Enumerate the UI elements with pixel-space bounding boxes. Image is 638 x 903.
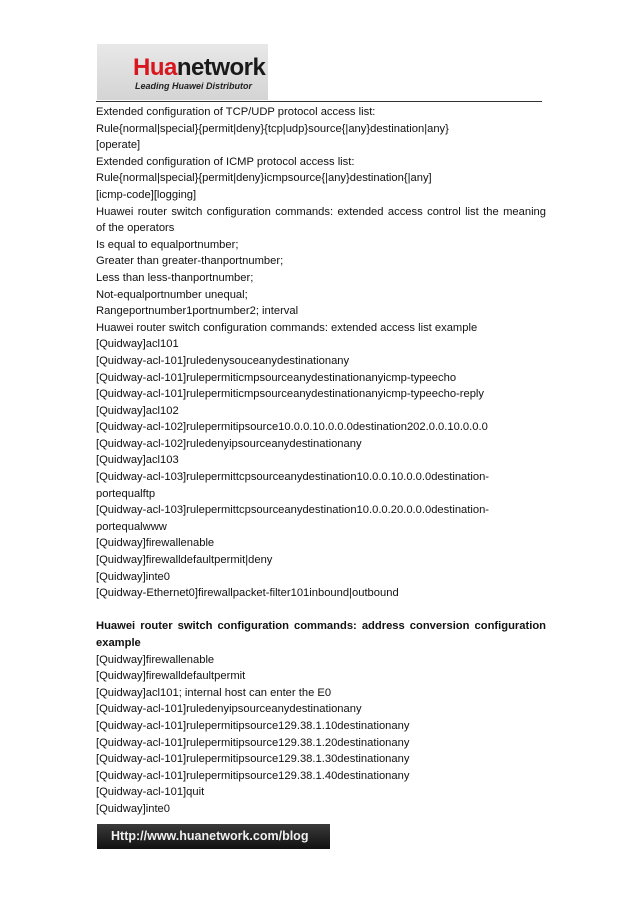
text-line: Rule{normal|special}{permit|deny}icmpsource{|any}destination{|any]: [96, 172, 432, 185]
logo: [97, 44, 268, 100]
text-line: Extended configuration of ICMP protocol access list:: [96, 155, 355, 168]
logo-tagline: Leading Huawei Distributor: [135, 81, 253, 91]
text-line: Is equal to equalportnumber;: [96, 238, 239, 251]
text-line: Not-equalportnumber unequal;: [96, 288, 248, 301]
logo-wordmark: [133, 56, 265, 80]
text-line: Greater than greater-thanportnumber;: [96, 255, 284, 268]
text-line: example: [96, 637, 141, 649]
text-line: [Quidway-acl-102]rulepermitipsource10.0.0.10.0.0.0destination202.0.0.10.0.0.0: [96, 421, 488, 434]
text-line: [Quidway-acl-101]rulepermitipsource129.38.1.20destinationany: [96, 736, 410, 749]
text-line: of the operators: [96, 222, 175, 235]
text-line: [Quidway]firewalldefaultpermit: [96, 670, 246, 683]
header-divider: [96, 101, 542, 102]
text-line: [Quidway-acl-101]quit: [96, 786, 205, 799]
text-line: Rule{normal|special}{permit|deny}{tcp|udp}source{|any}destination|any}: [96, 122, 449, 135]
text-line: [Quidway]inte0: [96, 570, 171, 583]
text-line: [Quidway-acl-101]rulepermitipsource129.38.1.40destinationany: [96, 769, 410, 782]
text-line: [Quidway-Ethernet0]firewallpacket-filter101inbound|outbound: [96, 587, 399, 600]
text-line: [Quidway]acl102: [96, 404, 179, 417]
footer-banner: [97, 824, 330, 849]
text-line: portequalftp: [96, 487, 156, 500]
text-line: [icmp-code][logging]: [96, 188, 197, 201]
text-line: [Quidway]acl101: [96, 338, 179, 351]
text-line: [Quidway]firewallenable: [96, 537, 215, 550]
text-line: [Quidway-acl-101]rulepermiticmpsourceanydestinationanyicmp-typeecho-reply: [96, 388, 485, 401]
document-body: [96, 104, 546, 818]
text-line: Huawei router switch configuration commands: extended access list example: [96, 321, 478, 334]
text-line: [Quidway-acl-101]ruledenysouceanydestinationany: [96, 354, 350, 367]
text-line: portequalwww: [96, 520, 167, 533]
text-line: [Quidway]firewalldefaultpermit|deny: [96, 554, 273, 567]
footer-url: Http://www.huanetwork.com/blog: [111, 829, 309, 843]
text-line: [Quidway-acl-102]ruledenyipsourceanydestinationany: [96, 437, 362, 450]
text-line: [Quidway-acl-103]rulepermittcpsourceanydestination10.0.0.10.0.0.0destination-: [96, 471, 490, 484]
text-line: Huawei router switch configuration commands: address conversion configuration: [96, 620, 546, 633]
text-line: [Quidway-acl-103]rulepermittcpsourceanydestination10.0.0.20.0.0.0destination-: [96, 504, 490, 517]
text-line: [operate]: [96, 139, 141, 152]
text-line: [Quidway]acl103: [96, 454, 179, 467]
text-line: [Quidway]inte0: [96, 802, 171, 815]
logo-wordmark-accent: Hua: [133, 54, 177, 81]
text-line: [Quidway]acl101; internal host can enter the E0: [96, 686, 332, 699]
text-line: [Quidway-acl-101]rulepermiticmpsourceanydestinationanyicmp-typeecho: [96, 371, 457, 384]
text-line: [Quidway-acl-101]rulepermitipsource129.38.1.30destinationany: [96, 753, 410, 766]
text-line: Less than less-thanportnumber;: [96, 271, 254, 284]
text-line: [Quidway-acl-101]ruledenyipsourceanydestinationany: [96, 703, 362, 716]
logo-wordmark-rest: network: [176, 54, 266, 81]
blank-line: [96, 602, 546, 619]
text-line: [Quidway]firewallenable: [96, 653, 215, 666]
text-line: Rangeportnumber1portnumber2; interval: [96, 305, 299, 318]
text-line: Extended configuration of TCP/UDP protocol access list:: [96, 106, 376, 118]
text-line: Huawei router switch configuration commands: extended access control list the meaning: [96, 205, 546, 218]
text-line: [Quidway-acl-101]rulepermitipsource129.38.1.10destinationany: [96, 719, 410, 732]
